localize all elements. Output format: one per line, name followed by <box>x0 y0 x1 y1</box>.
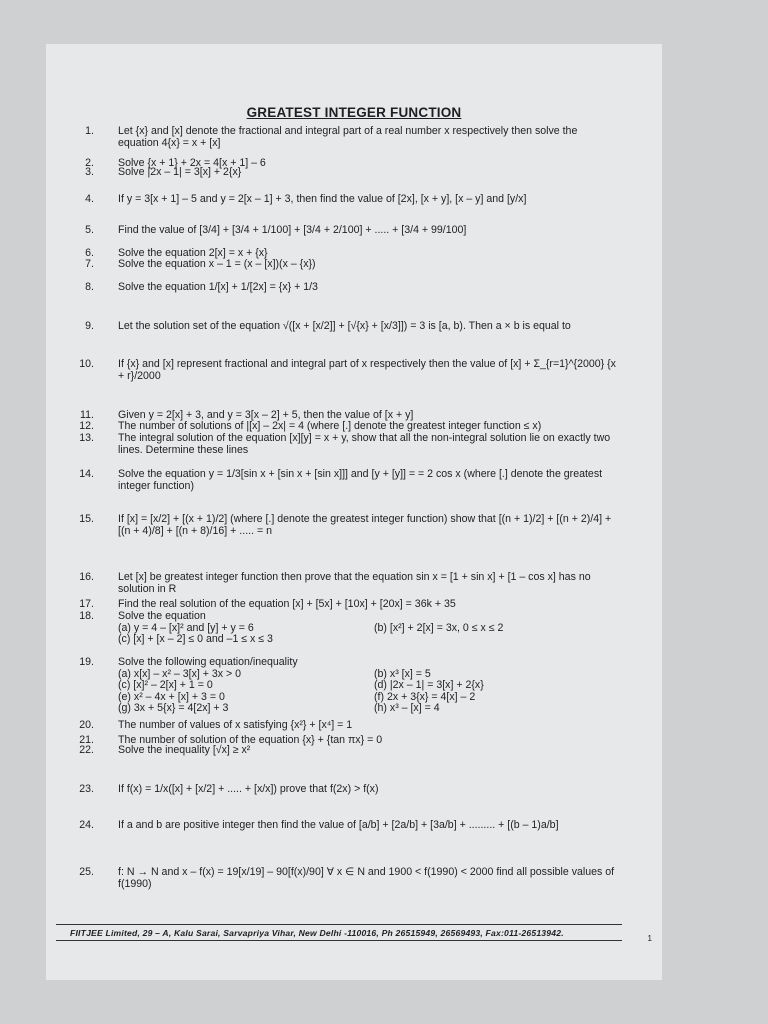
page-title: GREATEST INTEGER FUNCTION <box>246 105 462 120</box>
problem-number: 11. <box>80 409 94 421</box>
problem-text: Solve {x + 1} + 2x = 4[x + 1] – 6 <box>118 157 266 169</box>
problem-number: 24. <box>79 819 94 831</box>
problem-text: If {x} and [x] represent fractional and integral part of x respectively then the value of [x] + Σ_{r=1}^{2000} {x + r}/2000 <box>118 358 616 382</box>
problem-text: The integral solution of the equation [x][y] = x + y, show that all the non-integral solution lie on exactly two lines. Determine these lines <box>118 432 611 456</box>
problem-number: 1. <box>85 125 94 137</box>
problem-number: 19. <box>79 656 94 668</box>
problem-text: Solve |2x – 1| = 3[x] + 2{x} <box>118 166 242 178</box>
problem-part: (f) 2x + 3{x} = 4[x] – 2 <box>374 690 476 703</box>
problem-number: 12. <box>79 420 94 432</box>
footer-address: FIITJEE Limited, 29 – A, Kalu Sarai, Sarvapriya Vihar, New Delhi -110016, Ph 26515949, 26569493, Fax:011-26513942. <box>56 924 622 941</box>
problem-part: (h) x³ – [x] = 4 <box>374 702 440 714</box>
problem-text: Let [x] be greatest integer function then prove that the equation sin x = [1 + sin x] + [1 – cos x] has no solution in R <box>118 571 591 595</box>
problem-number: 6. <box>85 247 94 259</box>
problem-text: Solve the equation 2[x] = x + {x} <box>118 247 268 259</box>
problem-part: (e) x² – 4x + [x] + 3 = 0 <box>118 690 225 703</box>
document-page <box>46 44 662 980</box>
problem-number: 14. <box>79 468 94 480</box>
problem-part: (c) [x]² – 2[x] + 1 = 0 <box>118 679 213 691</box>
problem-part: (c) [x] + [x – 2] ≤ 0 and –1 ≤ x ≤ 3 <box>118 633 273 645</box>
problem-text: The number of solutions of |[x] – 2x| = 4 (where [.] denote the greatest integer function ≤ x) <box>118 420 542 432</box>
problem-text: Solve the inequality [√x] ≥ x² <box>118 744 251 756</box>
page-number: 1 <box>647 934 652 943</box>
problem-number: 2. <box>85 157 94 169</box>
problem-number: 15. <box>79 513 94 525</box>
problem-part: (d) |2x – 1| = 3[x] + 2{x} <box>374 679 484 691</box>
problem-text: If f(x) = 1/x([x] + [x/2] + ..... + [x/x]) prove that f(2x) > f(x) <box>118 783 379 795</box>
problem-number: 3. <box>85 166 94 178</box>
problem-text: Solve the following equation/inequality <box>118 656 298 668</box>
problem-text: Let {x} and [x] denote the fractional and integral part of a real number x respectively then solve the equation 4{x} = x + [x] <box>118 125 578 149</box>
problem-number: 22. <box>79 744 94 756</box>
problem-part: (b) x³ [x] = 5 <box>374 667 431 680</box>
problem-number: 16. <box>79 571 94 583</box>
problem-text: Find the real solution of the equation [x] + [5x] + [10x] + [20x] = 36k + 35 <box>118 598 456 610</box>
problem-number: 17. <box>79 598 94 610</box>
problem-text: If y = 3[x + 1] – 5 and y = 2[x – 1] + 3, then find the value of [2x], [x + y], [x – y] and [y/x] <box>118 193 527 205</box>
problem-number: 25. <box>79 866 94 878</box>
problem-number: 10. <box>79 358 94 370</box>
problem-text: f: N → N and x – f(x) = 19[x/19] – 90[f(x)/90] ∀ x ∈ N and 1900 < f(1990) < 2000 find all possible values of f(1990) <box>118 866 615 890</box>
problem-number: 18. <box>79 610 94 622</box>
problem-part: (a) y = 4 – [x]² and [y] + y = 6 <box>118 621 254 634</box>
problem-number: 21. <box>79 734 94 746</box>
problem-number: 20. <box>79 719 94 731</box>
problem-parts <box>118 623 618 646</box>
problem-number: 7. <box>85 258 94 270</box>
problem-text: The number of solution of the equation {x} + {tan πx} = 0 <box>118 734 383 746</box>
problem-text: Find the value of [3/4] + [3/4 + 1/100] + [3/4 + 2/100] + ..... + [3/4 + 99/100] <box>118 224 467 236</box>
problem-number: 8. <box>85 281 94 293</box>
problem-text: Given y = 2[x] + 3, and y = 3[x – 2] + 5, then the value of [x + y] <box>118 409 414 421</box>
problem-text: If [x] = [x/2] + [(x + 1)/2] (where [.] denote the greatest integer function) show that [(n + 1)/2] + [(n + 2)/4] + [(n + 4)/8] + [(n + 8)/16] + ..... = n <box>118 513 612 537</box>
problem-text: Solve the equation x – 1 = (x – [x])(x – {x}) <box>118 258 316 270</box>
problem-text: Solve the equation y = 1/3[sin x + [sin x + [sin x]]] and [y + [y]] = = 2 cos x (where [.] denote the greatest integer function) <box>118 468 603 492</box>
problem-number: 13. <box>79 432 94 444</box>
problem-text: Solve the equation 1/[x] + 1/[2x] = {x} + 1/3 <box>118 281 318 293</box>
problem-number: 5. <box>85 224 94 236</box>
problem-number: 4. <box>85 193 94 205</box>
problem-text: If a and b are positive integer then find the value of [a/b] + [2a/b] + [3a/b] + ......... + [(b – 1)a/b] <box>118 819 559 831</box>
problem-text: Solve the equation <box>118 610 206 622</box>
problem-part: (b) [x²] + 2[x] = 3x, 0 ≤ x ≤ 2 <box>374 621 504 634</box>
problem-text: Let the solution set of the equation √([x + [x/2]] + [√{x} + [x/3]]) = 3 is [a, b). Then a × b is equal to <box>118 320 571 332</box>
problem-text: The number of values of x satisfying {x²} + [x⁴] = 1 <box>118 719 353 731</box>
problem-part: (g) 3x + 5{x} = 4[2x] + 3 <box>118 702 229 714</box>
problem-number: 9. <box>85 320 94 332</box>
problem-part: (a) x[x] – x² – 3[x] + 3x > 0 <box>118 667 242 680</box>
problem-parts <box>118 669 618 715</box>
problem-number: 23. <box>79 783 94 795</box>
